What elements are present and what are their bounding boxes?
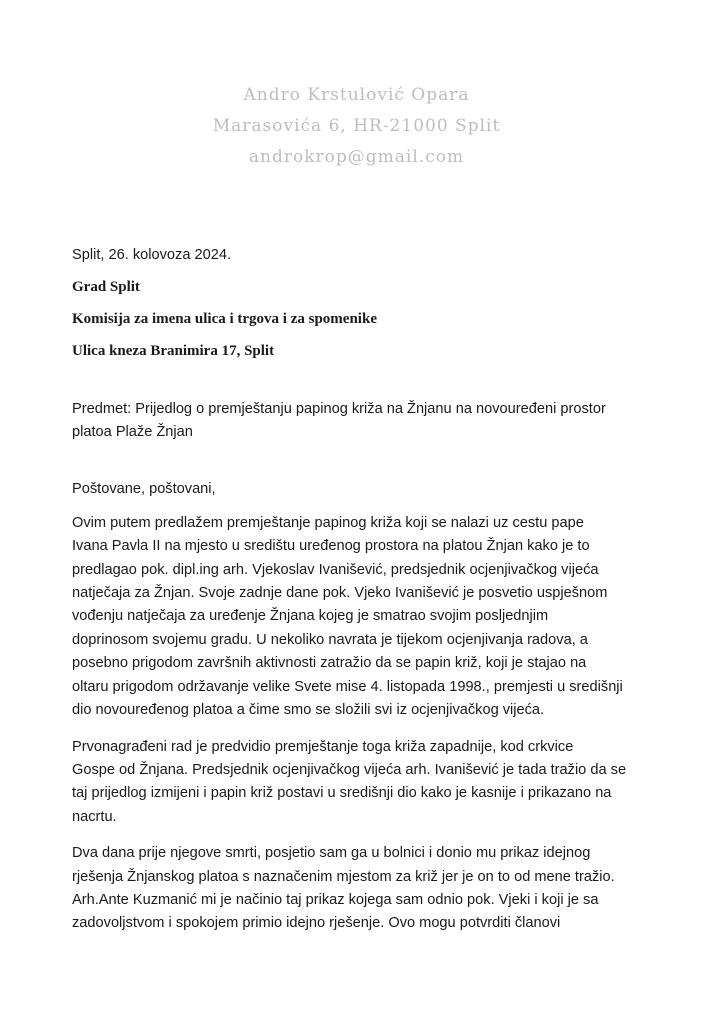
sender-email: androkrop@gmail.com [248, 147, 465, 167]
text-line: Arh.Ante Kuzmanić mi je načinio taj prikaz kojega sam odnio pok. Vjeki i koji je sa [72, 891, 599, 908]
paragraph [72, 736, 652, 830]
recipient-address: Ulica kneza Branimira 17, Split [72, 343, 275, 360]
text-line: nacrtu. [72, 808, 117, 825]
sender-address: Marasovića 6, HR-21000 Split [212, 116, 501, 136]
text-line: Ivana Pavla II na mjesto u središtu uređenog prostora na platou Žnjan kako je to [72, 538, 590, 555]
text-line: Ovim putem predlažem premještanje papinog križa koji se nalazi uz cestu pape [72, 514, 584, 531]
recipient-block [72, 276, 652, 363]
text-line: predlagao pok. dipl.ing arh. Vjekoslav Ivanišević, predsjednik ocjenjivačkog vijeća [72, 561, 599, 578]
text-line: Dva dana prije njegove smrti, posjetio sam ga u bolnici i donio mu prikaz idejnog [72, 845, 591, 862]
text-line: Gospe od Žnjana. Predsjednik ocjenjivačkog vijeća arh. Ivanišević je tada tražio da se [72, 761, 627, 778]
letterhead [0, 80, 713, 173]
subject-line: Predmet: Prijedlog o premještanju papinog križa na Žnjanu na novouređeni prostor [72, 400, 606, 417]
recipient-city: Grad Split [72, 279, 140, 296]
greeting: Poštovane, poštovani, [72, 481, 216, 498]
text-line: taj prijedlog izmijeni i papin križ postavi u središnji dio kako je kasnije i prikazano na [72, 785, 612, 802]
paragraph [72, 512, 652, 723]
recipient-commission: Komisija za imena ulica i trgova i za spomenike [72, 311, 377, 328]
text-line: zadovoljstvom i spokojem primio idejno rješenje. Ovo mogu potvrditi članovi [72, 915, 561, 932]
sender-name: Andro Krstulović Opara [243, 85, 470, 105]
text-line: oltaru prigodom održavanje velike Svete mise 4. listopada 1998., premjesti u središnji [72, 678, 623, 695]
text-line: Prvonagrađeni rad je predvidio premještanje toga križa zapadnije, kod crkvice [72, 738, 574, 755]
text-line: posebno prigodom završnih aktivnosti zatražio da se papin križ, koji je stajao na [72, 655, 587, 672]
text-line: dio novouređenog platoa a čime smo se složili svi iz ocjenjivačkog vijeća. [72, 702, 545, 719]
paragraph [72, 842, 652, 936]
subject-line: platoa Plaže Žnjan [72, 424, 193, 441]
letter-body [72, 244, 652, 949]
letter-date: Split, 26. kolovoza 2024. [72, 247, 232, 263]
text-line: vođenju natječaja za uređenje Žnjana kojeg je smatrao svojim posljednjim [72, 608, 549, 625]
text-line: natječaja za Žnjan. Svoje zadnje dane pok. Vjeko Ivanišević je posvetio uspješnom [72, 585, 608, 602]
text-line: doprinosom svojemu gradu. U nekoliko navrata je tijekom ocjenjivanja radova, a [72, 631, 588, 648]
text-line: rješenja Žnjanskog platoa s naznačenim mjestom za križ jer je on to od mene tražio. [72, 868, 615, 885]
subject-block [72, 398, 652, 445]
